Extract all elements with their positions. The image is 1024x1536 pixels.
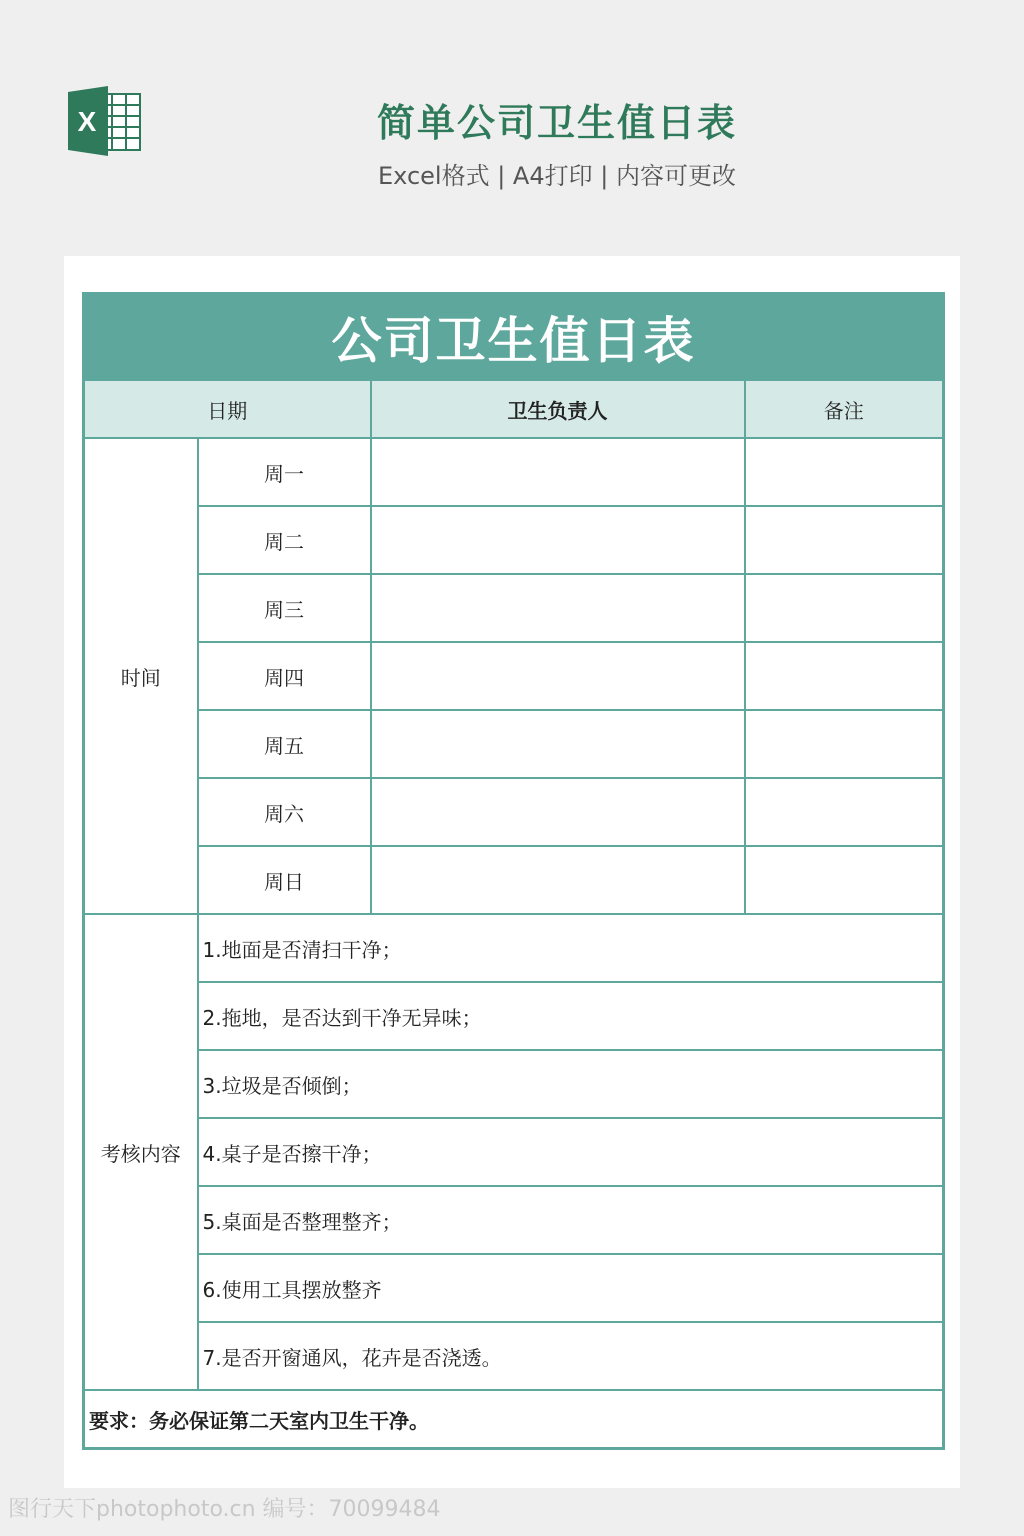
table-row bbox=[84, 1322, 944, 1390]
table-row bbox=[84, 914, 944, 982]
day-label: 周三 bbox=[198, 574, 371, 642]
table-row bbox=[84, 1254, 944, 1322]
table-row bbox=[84, 642, 944, 710]
check-item: 4.桌子是否擦干净； bbox=[198, 1118, 944, 1186]
day-label: 周二 bbox=[198, 506, 371, 574]
person-cell[interactable] bbox=[371, 710, 745, 778]
table-row bbox=[84, 778, 944, 846]
header-remark: 备注 bbox=[745, 380, 944, 438]
remark-cell[interactable] bbox=[745, 846, 944, 914]
day-label: 周四 bbox=[198, 642, 371, 710]
person-cell[interactable] bbox=[371, 642, 745, 710]
person-cell[interactable] bbox=[371, 778, 745, 846]
table-row bbox=[84, 710, 944, 778]
remark-cell[interactable] bbox=[745, 438, 944, 506]
page-subtitle: Excel格式 | A4打印 | 内容可更改 bbox=[378, 162, 736, 190]
table-row bbox=[84, 574, 944, 642]
person-cell[interactable] bbox=[371, 438, 745, 506]
document-page bbox=[64, 256, 960, 1488]
header-date: 日期 bbox=[84, 380, 371, 438]
table-row bbox=[84, 438, 944, 506]
person-cell[interactable] bbox=[371, 574, 745, 642]
day-label: 周一 bbox=[198, 438, 371, 506]
check-item: 3.垃圾是否倾倒； bbox=[198, 1050, 944, 1118]
person-cell[interactable] bbox=[371, 846, 745, 914]
day-label: 周日 bbox=[198, 846, 371, 914]
duty-roster-table bbox=[82, 292, 945, 1450]
remark-cell[interactable] bbox=[745, 710, 944, 778]
requirement-note: 要求：务必保证第二天室内卫生干净。 bbox=[84, 1390, 944, 1449]
table-row bbox=[84, 846, 944, 914]
table-row bbox=[84, 1050, 944, 1118]
remark-cell[interactable] bbox=[745, 778, 944, 846]
excel-logo-letter: X bbox=[77, 106, 97, 137]
day-label: 周五 bbox=[198, 710, 371, 778]
day-label: 周六 bbox=[198, 778, 371, 846]
banner bbox=[0, 0, 1024, 256]
remark-cell[interactable] bbox=[745, 642, 944, 710]
header-person: 卫生负责人 bbox=[371, 380, 745, 438]
table-row bbox=[84, 982, 944, 1050]
page-title: 简单公司卫生值日表 bbox=[376, 101, 737, 145]
check-label: 考核内容 bbox=[84, 914, 198, 1390]
remark-cell[interactable] bbox=[745, 506, 944, 574]
watermark: 图行天下photophoto.cn 编号：70099484 bbox=[8, 1497, 441, 1522]
check-item: 2.拖地，是否达到干净无异味； bbox=[198, 982, 944, 1050]
table-row bbox=[84, 1186, 944, 1254]
excel-logo-icon bbox=[68, 86, 142, 156]
sheet-title: 公司卫生值日表 bbox=[84, 294, 944, 381]
time-label: 时间 bbox=[84, 438, 198, 914]
table-row bbox=[84, 1118, 944, 1186]
table-row bbox=[84, 506, 944, 574]
remark-cell[interactable] bbox=[745, 574, 944, 642]
check-item: 6.使用工具摆放整齐 bbox=[198, 1254, 944, 1322]
person-cell[interactable] bbox=[371, 506, 745, 574]
check-item: 5.桌面是否整理整齐； bbox=[198, 1186, 944, 1254]
check-item: 1.地面是否清扫干净； bbox=[198, 914, 944, 982]
check-item: 7.是否开窗通风，花卉是否浇透。 bbox=[198, 1322, 944, 1390]
